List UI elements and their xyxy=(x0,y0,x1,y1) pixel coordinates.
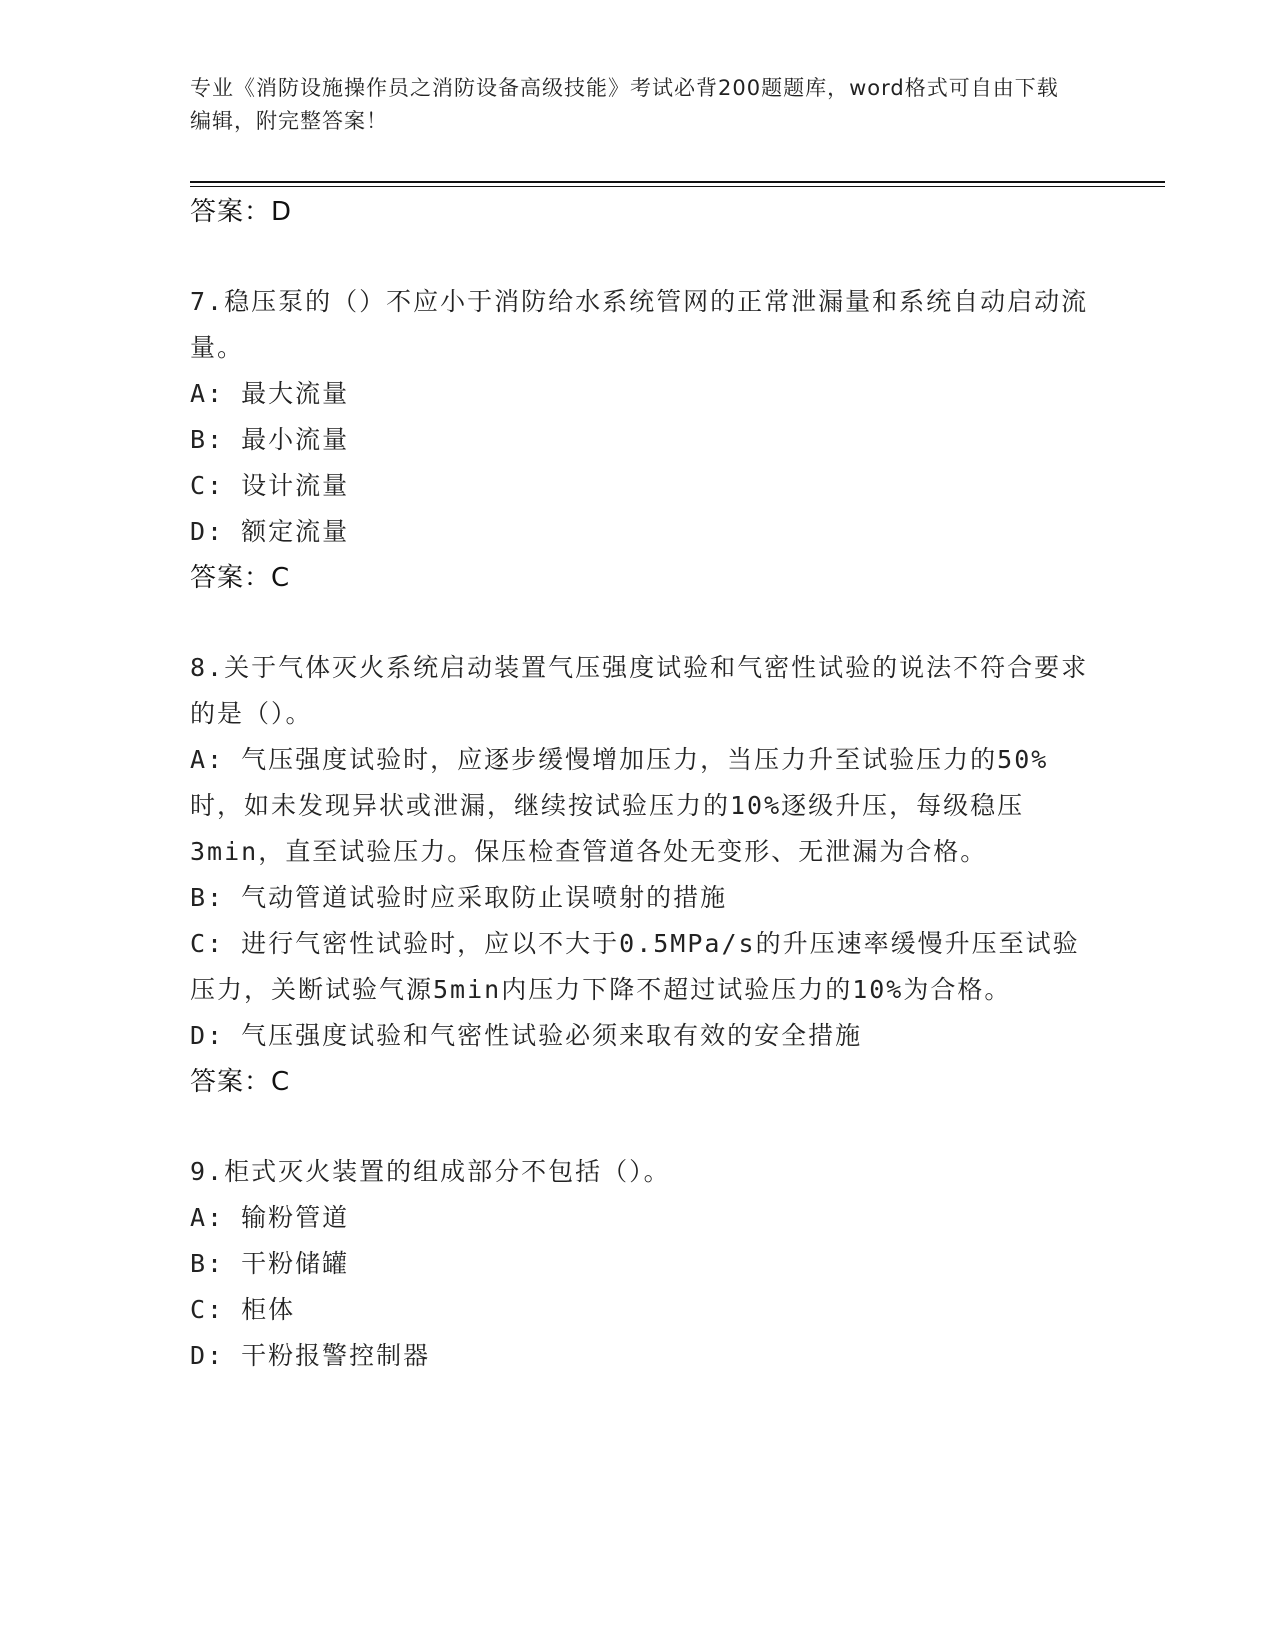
question-7-option-c: C: 设计流量 xyxy=(190,471,350,500)
question-9-text: 9.柜式灭火装置的组成部分不包括（）。 xyxy=(190,1157,671,1186)
answer-q7: 答案：C xyxy=(190,563,291,593)
question-7-option-d: D: 额定流量 xyxy=(190,517,350,546)
question-8-option-b: B: 气动管道试验时应采取防止误喷射的措施 xyxy=(190,883,728,912)
question-9-option-b: B: 干粉储罐 xyxy=(190,1249,350,1278)
question-8-option-a: A: 气压强度试验时，应逐步缓慢增加压力，当压力升至试验压力的50%时，如未发现异状或泄漏，继续按试验压力的10%逐级升压，每级稳压3min，直至试验压力。保压检查管道各处无变形、无泄漏为合格。 xyxy=(190,745,1049,866)
answer-q8: 答案：C xyxy=(190,1067,291,1097)
header-divider-thin xyxy=(190,186,1165,187)
question-block-9 xyxy=(190,1149,1090,1379)
question-8-option-d: D: 气压强度试验和气密性试验必须来取有效的安全措施 xyxy=(190,1021,863,1050)
question-9-option-d: D: 干粉报警控制器 xyxy=(190,1341,431,1370)
question-7-option-b: B: 最小流量 xyxy=(190,425,350,454)
question-8-option-c: C: 进行气密性试验时，应以不大于0.5MPa/s的升压速率缓慢升压至试验压力，关断试验气源5min内压力下降不超过试验压力的10%为合格。 xyxy=(190,929,1080,1004)
question-7-text: 7.稳压泵的（）不应小于消防给水系统管网的正常泄漏量和系统自动启动流量。 xyxy=(190,287,1089,362)
header-divider-thick xyxy=(190,181,1165,183)
question-block-8 xyxy=(190,645,1090,1105)
question-8-text: 8.关于气体灭火系统启动装置气压强度试验和气密性试验的说法不符合要求的是（）。 xyxy=(190,653,1089,728)
answer-q6: 答案：D xyxy=(190,197,293,227)
document-header: 专业《消防设施操作员之消防设备高级技能》考试必背200题题库，word格式可自由下载编辑，附完整答案！ xyxy=(190,76,1059,133)
question-9-option-c: C: 柜体 xyxy=(190,1295,296,1324)
question-9-option-a: A: 输粉管道 xyxy=(190,1203,350,1232)
question-7-option-a: A: 最大流量 xyxy=(190,379,350,408)
question-block-7 xyxy=(190,279,1090,601)
document-body xyxy=(190,189,1090,1379)
